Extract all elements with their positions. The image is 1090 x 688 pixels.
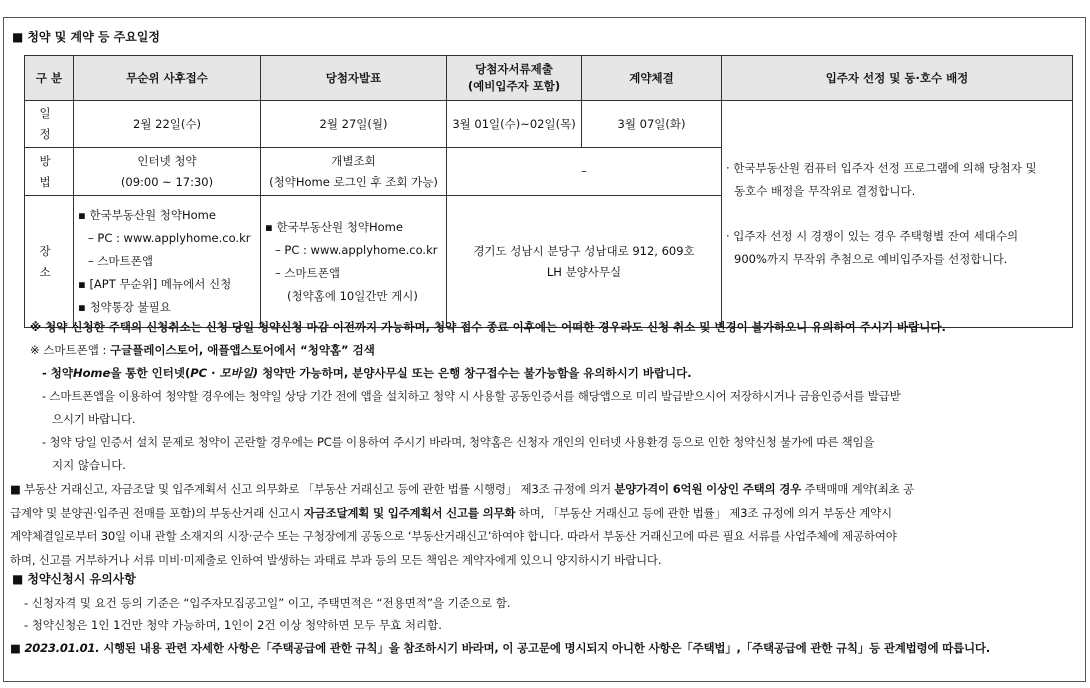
date-unranked: 2월 22일(수)	[74, 101, 261, 148]
schedule-table	[24, 55, 1073, 328]
square-bullet-icon: ■	[12, 30, 24, 44]
note-smartphone-app: ※ 스마트폰앱 : 구글플레이스토어, 애플앱스토어에서 “청약홈” 검색	[30, 343, 375, 357]
date-contract: 3월 07일(화)	[582, 101, 722, 148]
list-item: (청약홈에 10일간만 게시)	[287, 288, 418, 303]
header-category: 구 분	[25, 56, 74, 101]
list-item: – PC : www.applyhome.co.kr	[275, 242, 438, 257]
square-bullet-icon: ■	[12, 572, 24, 586]
place-announcement	[261, 196, 447, 328]
row-label-date: 일 정	[25, 101, 74, 148]
row-label-method: 방 법	[25, 148, 74, 196]
regulation-reference: ■ 2023.01.01. 시행된 내용 관련 자세한 사항은「주택공급에 관한 규칙」을 참조하시기 바라며, 이 공고문에 명시되지 아니한 사항은「주택법」,「주택공급에 관한 규칙」등 관계법령에 따릅니다.	[10, 641, 990, 655]
section-title-schedule: ■ 청약 및 계약 등 주요일정	[12, 30, 160, 44]
list-item: – 스마트폰앱	[88, 254, 153, 268]
date-documents: 3월 01일(수)~02일(목)	[447, 101, 582, 148]
note-internet-only: - 청약Home을 통한 인터넷(PC · 모바일) 청약만 가능하며, 분양사무실 또는 은행 창구접수는 불가능함을 유의하시기 바랍니다.	[42, 366, 692, 380]
note-cancel-policy: ※ 청약 신청한 주택의 신청취소는 신청 당일 청약신청 마감 이전까지 가능하며, 청약 접수 종료 이후에는 어떠한 경우라도 신청 취소 및 변경이 불가하오니 유의하여 주시기 바랍니다.	[30, 320, 946, 334]
section-title-cautions: ■ 청약신청시 유의사항	[12, 572, 136, 586]
header-contract: 계약체결	[582, 56, 722, 101]
place-documents-contract: 경기도 성남시 분당구 성남대로 912, 609호 LH 분양사무실	[447, 196, 722, 328]
method-announcement: 개별조회 (청약Home 로그인 후 조회 가능)	[261, 148, 447, 196]
header-document-submission: 당첨자서류제출 (예비입주자 포함)	[447, 56, 582, 101]
method-unranked: 인터넷 청약 (09:00 ~ 17:30)	[74, 148, 261, 196]
list-item: ▪ 한국부동산원 청약Home	[265, 219, 403, 234]
list-item: – 스마트폰앱	[275, 265, 340, 280]
table-header-row	[25, 56, 1073, 101]
note-certificate: - 스마트폰앱을 이용하여 청약할 경우에는 청약일 상당 기간 전에 앱을 설치하고 청약 시 사용할 공동인증서를 해당앱으로 미리 발급받으시어 저장하시거나 금융인증서를 발급받 으시기 바랍니다.	[42, 389, 901, 426]
list-item: ▪ 한국부동산원 청약Home	[78, 208, 216, 222]
header-winner-announcement: 당첨자발표	[261, 56, 447, 101]
real-estate-report-paragraph: ■ 부동산 거래신고, 자금조달 및 입주계획서 신고 의무화로 「부동산 거래신고 등에 관한 법률 시행령」 제3조 규정에 의거 분양가격이 6억원 이상인 주택의 경우 주택매매 계약(최초 공 급계약 및 분양권·입주권 전매를 포함)의 부동산거래 신고시 자금조달계획 및 입주계획서 신고를 의무화 하며, 「부동산 거래신고 등에 관한 법률」 제3조 규정에 의거 부동산 계약시 계약체결일로부터 30일 이내 관할 소재지의 시장·군수 또는 구청장에게 공동으로 ‘부동산거래신고’하여야 합니다. 따라서 부동산 거래신고에 따른 필요 서류를 사업주체에 제공하여야 하며, 신고를 거부하거나 서류 미비·미제출로 인하여 발생하는 과태료 부과 등의 모든 책임은 계약자에게 있으니 양지하시기 바랍니다.	[10, 482, 914, 567]
place-unranked	[74, 196, 261, 328]
header-unranked-post-application: 무순위 사후접수	[74, 56, 261, 101]
table-row-date	[25, 101, 1073, 148]
caution-one-application: - 청약신청은 1인 1건만 청약 가능하며, 1인이 2건 이상 청약하면 모두 무효 처리함.	[24, 618, 442, 632]
resident-selection-notes: · 한국부동산원 컴퓨터 입주자 선정 프로그램에 의해 당첨자 및 동호수 배정을 무작위로 결정합니다. · 입주자 선정 시 경쟁이 있는 경우 주택형별 잔여 세대수의 900%까지 무작위 추첨으로 예비입주자를 선정합니다.	[722, 101, 1073, 328]
note-certificate-issue: - 청약 당일 인증서 설치 문제로 청약이 곤란할 경우에는 PC를 이용하여 주시기 바라며, 청약홈은 신청자 개인의 인터넷 사용환경 등으로 인한 청약신청 불가에 따른 책임을 지지 않습니다.	[42, 435, 875, 472]
list-item: ▪ 청약통장 불필요	[78, 300, 171, 314]
header-resident-selection: 입주자 선정 및 동·호수 배정	[722, 56, 1073, 101]
row-label-place: 장 소	[25, 196, 74, 328]
date-announcement: 2월 27일(월)	[261, 101, 447, 148]
list-item: ▪ [APT 무순위] 메뉴에서 신청	[78, 277, 232, 291]
caution-criteria: - 신청자격 및 요건 등의 기준은 “입주자모집공고일” 이고, 주택면적은 “전용면적”을 기준으로 함.	[24, 596, 511, 610]
method-documents-contract: –	[447, 148, 722, 196]
square-bullet-icon: ■	[10, 641, 21, 655]
list-item: – PC : www.applyhome.co.kr	[88, 231, 251, 245]
